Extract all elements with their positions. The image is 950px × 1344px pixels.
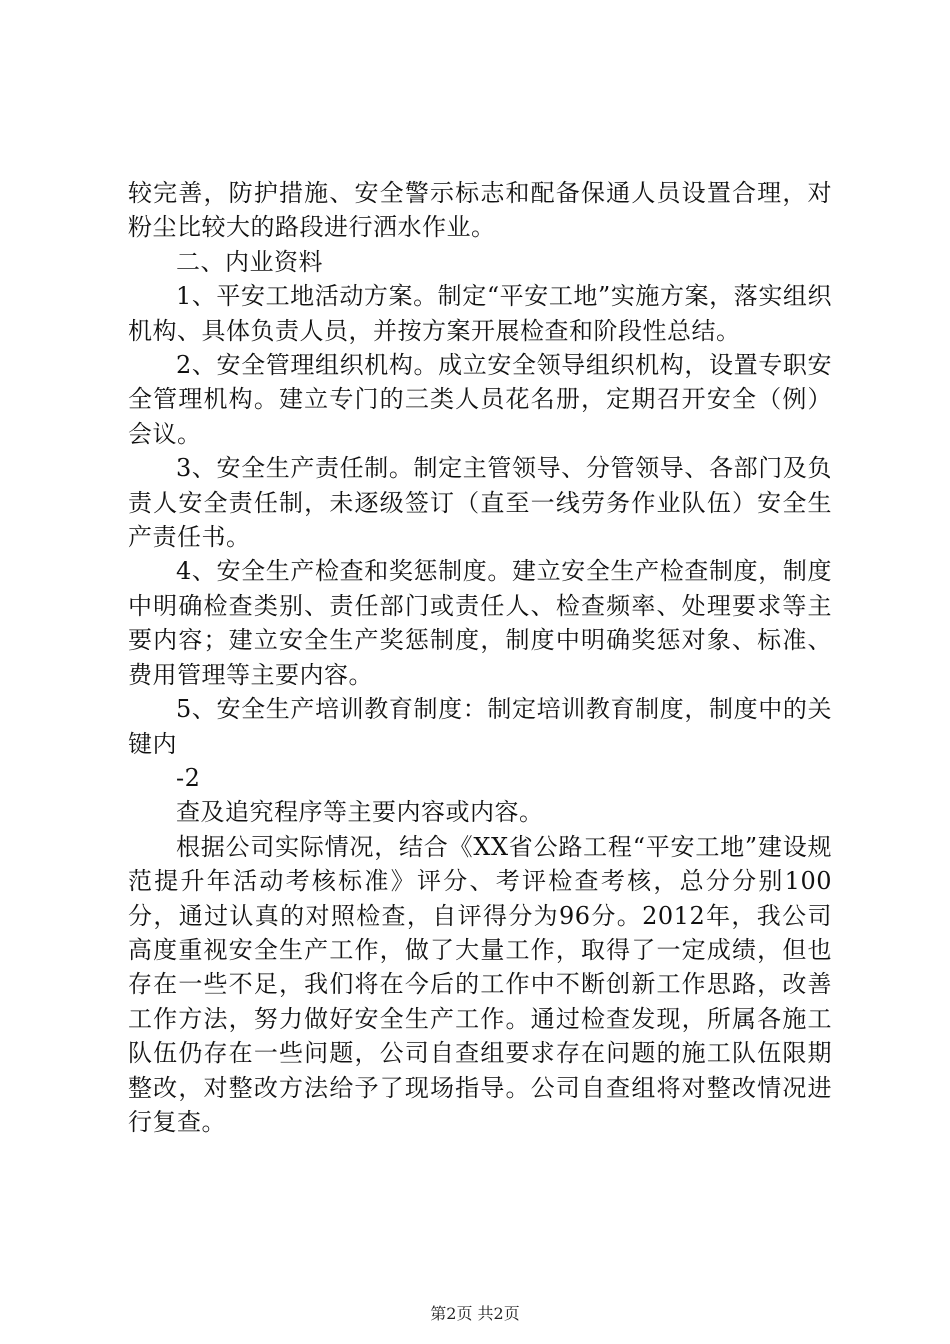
document-body — [128, 176, 832, 1139]
paragraph-summary: 根据公司实际情况，结合《XX省公路工程“平安工地”建设规范提升年活动考核标准》评分、考评检查考核，总分分别100分，通过认真的对照检查，自评得分为96分。2012年，我公司高度重视安全生产工作，做了大量工作，取得了一定成绩，但也存在一些不足，我们将在今后的工作中不断创新工作思路，改善工作方法，努力做好安全生产工作。通过检查发现，所属各施工队伍仍存在一些问题，公司自查组要求存在问题的施工队伍限期整改，对整改方法给予了现场指导。公司自查组将对整改情况进行复查。 — [128, 832, 832, 1136]
section-heading: 二、内业资料 — [176, 247, 323, 276]
paragraph-item-3: 3、安全生产责任制。制定主管领导、分管领导、各部门及负责人安全责任制，未逐级签订（直至一线劳务作业队伍）安全生产责任书。 — [128, 454, 832, 552]
page-break-marker: -2 — [176, 763, 201, 792]
paragraph-continuation: 较完善，防护措施、安全警示标志和配备保通人员设置合理，对粉尘比较大的路段进行洒水作业。 — [128, 179, 832, 242]
paragraph-fragment: 查及追究程序等主要内容或内容。 — [176, 798, 544, 827]
paragraph-item-2: 2、安全管理组织机构。成立安全领导组织机构，设置专职安全管理机构。建立专门的三类人员花名册，定期召开安全（例）会议。 — [128, 351, 832, 448]
paragraph-item-1: 1、平安工地活动方案。制定“平安工地”实施方案，落实组织机构、具体负责人员，并按方案开展检查和阶段性总结。 — [128, 282, 832, 345]
paragraph-item-5: 5、安全生产培训教育制度：制定培训教育制度，制度中的关键内 — [128, 695, 832, 758]
page-footer: 第2页 共2页 — [430, 1304, 520, 1323]
paragraph-item-4: 4、安全生产检查和奖惩制度。建立安全生产检查制度，制度中明确检查类别、责任部门或责任人、检查频率、处理要求等主要内容；建立安全生产奖惩制度，制度中明确奖惩对象、标准、费用管理等主要内容。 — [128, 557, 832, 689]
